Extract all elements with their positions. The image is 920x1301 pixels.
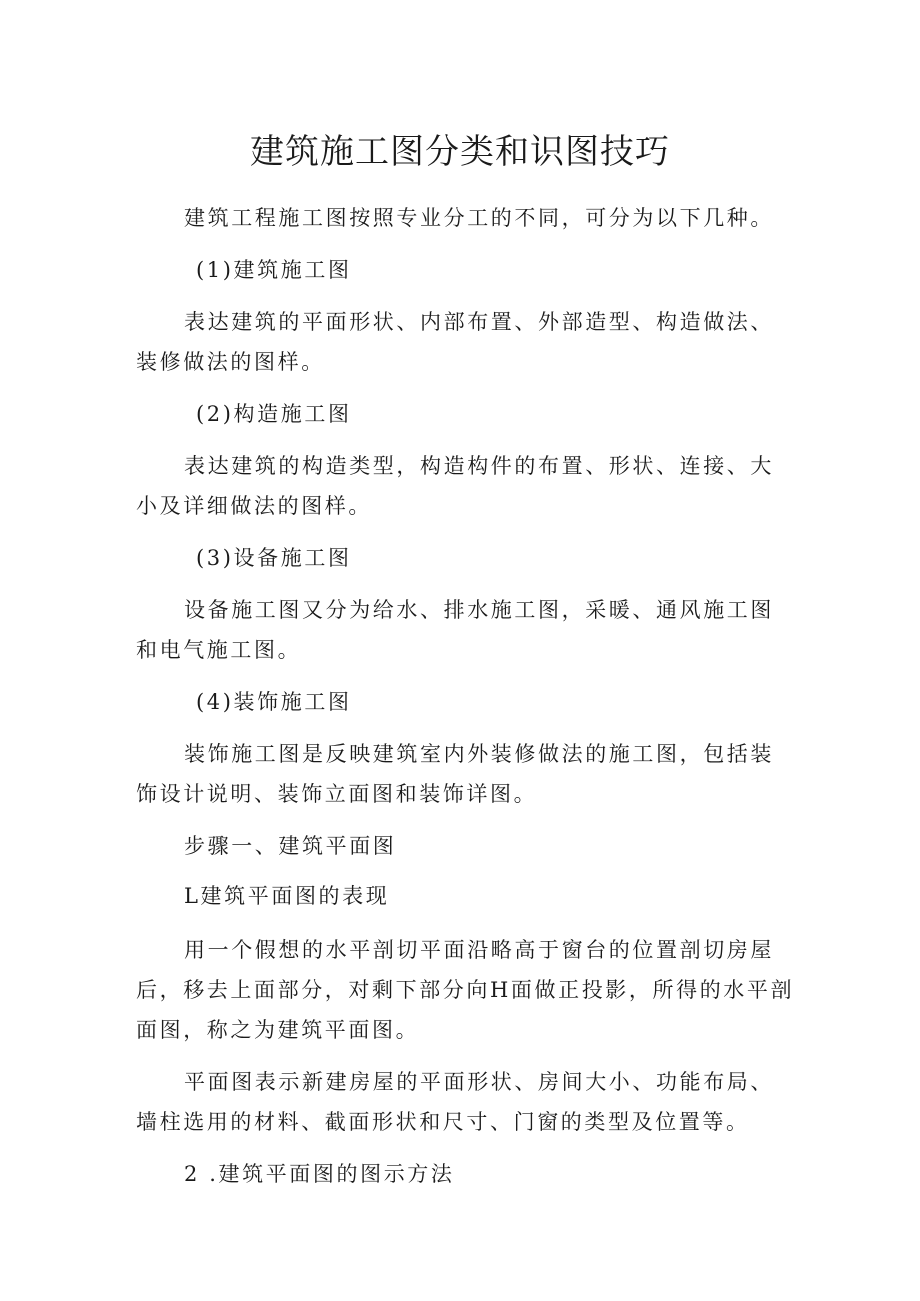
floor-plan-method-heading: 2 .建筑平面图的图示方法 [184,1162,455,1186]
floor-plan-representation-heading: L建筑平面图的表现 [184,884,390,908]
paragraph-architectural-drawings: 表达建筑的平面形状、内部布置、外部造型、构造做法、装修做法的图样。 [136,310,774,374]
heading-equipment-drawings: (3)设备施工图 [196,546,352,570]
heading-decoration-drawings: (4)装饰施工图 [196,690,352,714]
paragraph-structural-drawings: 表达建筑的构造类型，构造构件的布置、形状、连接、大小及详细做法的图样。 [136,454,774,518]
heading-architectural-drawings: (1)建筑施工图 [196,258,352,282]
paragraph-floor-plan-contents: 平面图表示新建房屋的平面形状、房间大小、功能布局、墙柱选用的材料、截面形状和尺寸、门窗的类型及位置等。 [136,1070,774,1134]
paragraph-decoration-drawings: 装饰施工图是反映建筑室内外装修做法的施工图，包括装饰设计说明、装饰立面图和装饰详图。 [136,742,774,806]
document-title: 建筑施工图分类和识图技巧 [250,132,670,172]
paragraph-floor-plan-definition: 用一个假想的水平剖切平面沿略高于窗台的位置剖切房屋后，移去上面部分，对剩下部分向H面做正投影，所得的水平剖面图，称之为建筑平面图。 [136,938,795,1042]
intro-paragraph: 建筑工程施工图按照专业分工的不同，可分为以下几种。 [184,206,774,230]
step-one-heading: 步骤一、建筑平面图 [184,834,397,858]
heading-structural-drawings: (2)构造施工图 [196,402,352,426]
paragraph-equipment-drawings: 设备施工图又分为给水、排水施工图，采暖、通风施工图和电气施工图。 [136,598,774,662]
